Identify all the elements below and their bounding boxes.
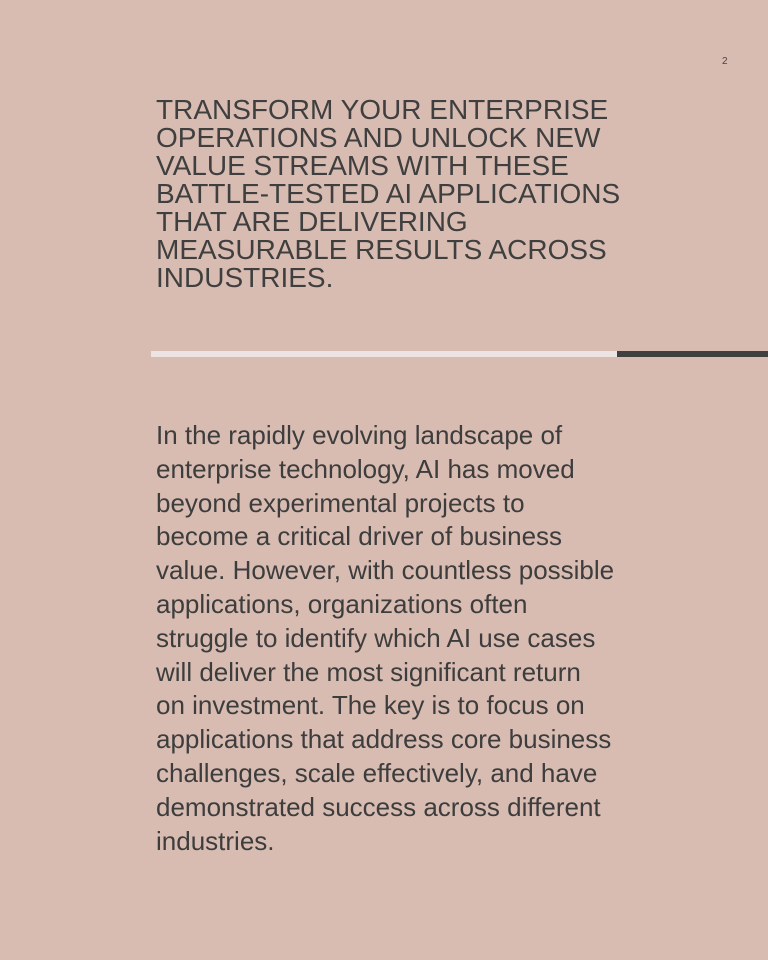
divider-rule-dark-segment [617,351,768,357]
page-number: 2 [722,56,728,67]
divider-rule-light-segment [151,351,617,357]
headline: TRANSFORM YOUR ENTERPRISE OPERATIONS AND UNLOCK NEW VALUE STREAMS WITH THESE BATTLE-TESTED AI APPLICATIONS THAT ARE DELIVERING MEASURABLE RESULTS ACROSS INDUSTRIES. [156,94,621,293]
divider-rule [151,351,768,357]
body-paragraph: In the rapidly evolving landscape of enterprise technology, AI has moved beyond experimental projects to become a critical driver of business value. However, with countless possible applications, organizations often struggle to identify which AI use cases will deliver the most significant return on investment. The key is to focus on applications that address core business challenges, scale effectively, and have demonstrated success across different industries. [156,420,615,856]
